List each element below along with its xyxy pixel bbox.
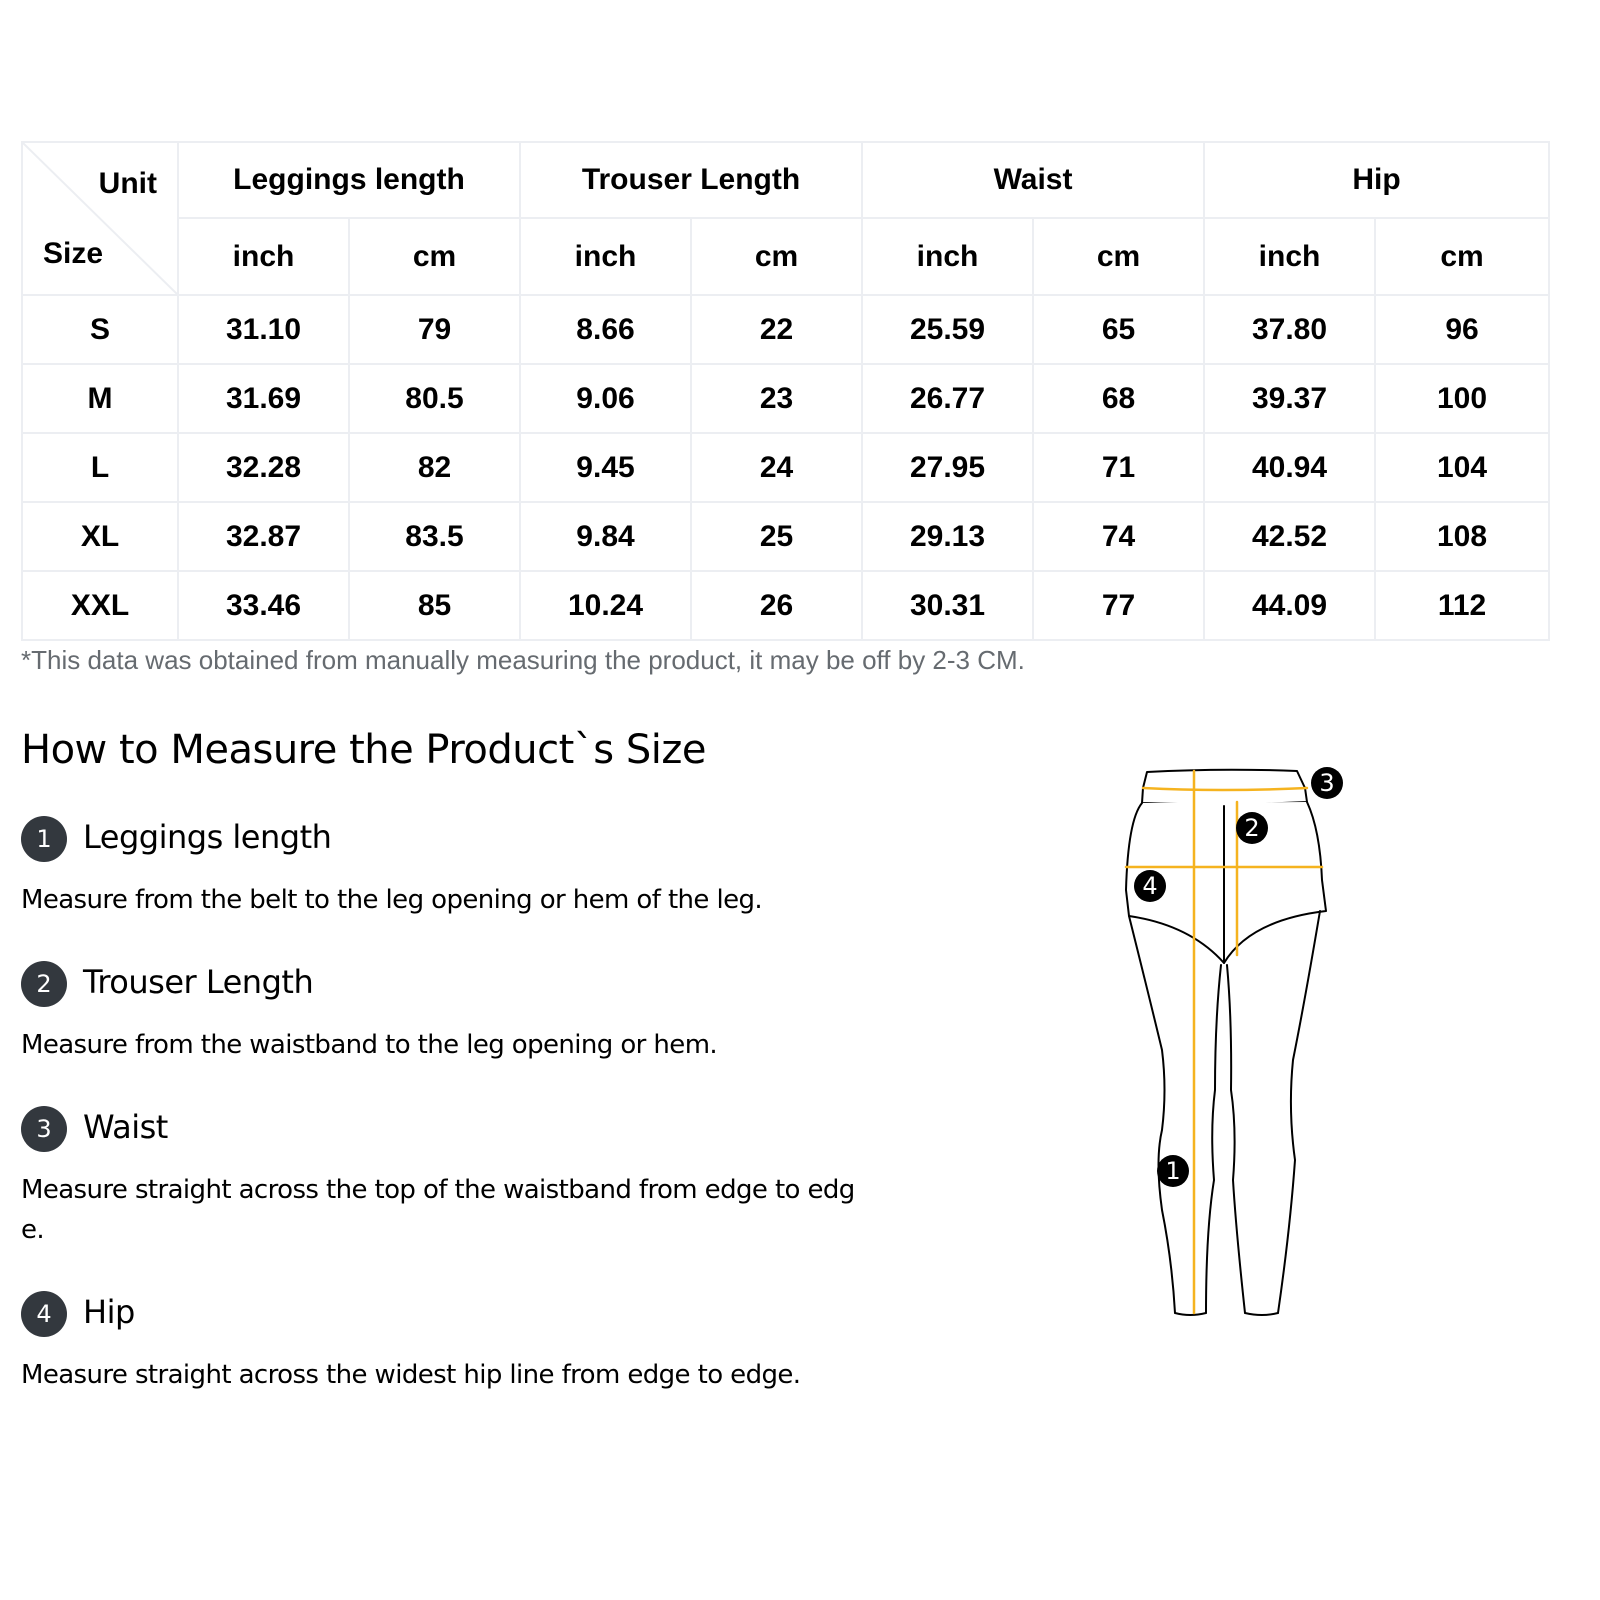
value-cell: 68 [1033,364,1204,433]
value-cell: 33.46 [178,571,349,640]
value-cell: 74 [1033,502,1204,571]
step-description: Measure straight across the top of the waistband from edge to edge. [21,1175,855,1245]
marker-waist-icon: 3 [1311,767,1343,799]
marker-hip-icon: 4 [1134,870,1166,902]
value-cell: 104 [1375,433,1549,502]
unit-header: inch [862,218,1033,295]
table-row [22,433,1549,502]
marker-trouser-length-icon: 2 [1236,812,1268,844]
header-leggings-length: Leggings length [178,142,520,218]
header-hip: Hip [1204,142,1549,218]
leggings-outline-icon [1100,760,1360,1330]
value-cell: 80.5 [349,364,520,433]
leggings-diagram [1100,760,1360,1330]
guide-title: How to Measure the Product`s Size [21,727,706,773]
unit-header: inch [178,218,349,295]
header-trouser-length: Trouser Length [520,142,862,218]
value-cell: 31.69 [178,364,349,433]
corner-cell [22,142,178,295]
table-row [22,571,1549,640]
table-row [22,364,1549,433]
step-label: Leggings length [83,818,332,856]
value-cell: 65 [1033,295,1204,364]
measurement-disclaimer: *This data was obtained from manually measuring the product, it may be off by 2-3 CM. [21,645,1025,675]
value-cell: 9.84 [520,502,691,571]
size-cell: L [22,433,178,502]
value-cell: 25 [691,502,862,571]
table-row [22,502,1549,571]
step-description: Measure straight across the widest hip line from edge to edge. [21,1360,801,1390]
value-cell: 77 [1033,571,1204,640]
step-number-badge: 3 [21,1106,67,1152]
value-cell: 83.5 [349,502,520,571]
value-cell: 10.24 [520,571,691,640]
table-row [22,295,1549,364]
header-waist: Waist [862,142,1204,218]
size-label: Size [43,237,104,270]
value-cell: 23 [691,364,862,433]
step-number-badge: 2 [21,961,67,1007]
step-number-badge: 1 [21,816,67,862]
value-cell: 29.13 [862,502,1033,571]
value-cell: 79 [349,295,520,364]
unit-header: cm [1033,218,1204,295]
value-cell: 100 [1375,364,1549,433]
value-cell: 32.87 [178,502,349,571]
value-cell: 26 [691,571,862,640]
step-description: Measure from the belt to the leg opening or hem of the leg. [21,885,763,915]
unit-header: inch [1204,218,1375,295]
value-cell: 71 [1033,433,1204,502]
value-cell: 25.59 [862,295,1033,364]
value-cell: 39.37 [1204,364,1375,433]
value-cell: 26.77 [862,364,1033,433]
value-cell: 30.31 [862,571,1033,640]
header-row-groups [22,142,1549,218]
value-cell: 22 [691,295,862,364]
step-description: Measure from the waistband to the leg opening or hem. [21,1030,718,1060]
value-cell: 85 [349,571,520,640]
step-number-badge: 4 [21,1291,67,1337]
diagonal-divider [23,143,177,294]
value-cell: 9.45 [520,433,691,502]
size-chart-table [21,141,1550,641]
step-label: Trouser Length [83,963,314,1001]
size-cell: XXL [22,571,178,640]
value-cell: 40.94 [1204,433,1375,502]
value-cell: 96 [1375,295,1549,364]
value-cell: 24 [691,433,862,502]
unit-header: cm [1375,218,1549,295]
size-cell: XL [22,502,178,571]
unit-header: cm [691,218,862,295]
unit-header: inch [520,218,691,295]
value-cell: 108 [1375,502,1549,571]
value-cell: 27.95 [862,433,1033,502]
marker-leggings-length-icon: 1 [1157,1155,1189,1187]
size-cell: S [22,295,178,364]
step-label: Waist [83,1108,168,1146]
unit-label: Unit [98,167,157,200]
value-cell: 112 [1375,571,1549,640]
header-row-units [22,218,1549,295]
step-label: Hip [83,1293,135,1331]
unit-header: cm [349,218,520,295]
value-cell: 8.66 [520,295,691,364]
size-cell: M [22,364,178,433]
value-cell: 42.52 [1204,502,1375,571]
value-cell: 31.10 [178,295,349,364]
value-cell: 9.06 [520,364,691,433]
value-cell: 37.80 [1204,295,1375,364]
value-cell: 44.09 [1204,571,1375,640]
value-cell: 82 [349,433,520,502]
value-cell: 32.28 [178,433,349,502]
